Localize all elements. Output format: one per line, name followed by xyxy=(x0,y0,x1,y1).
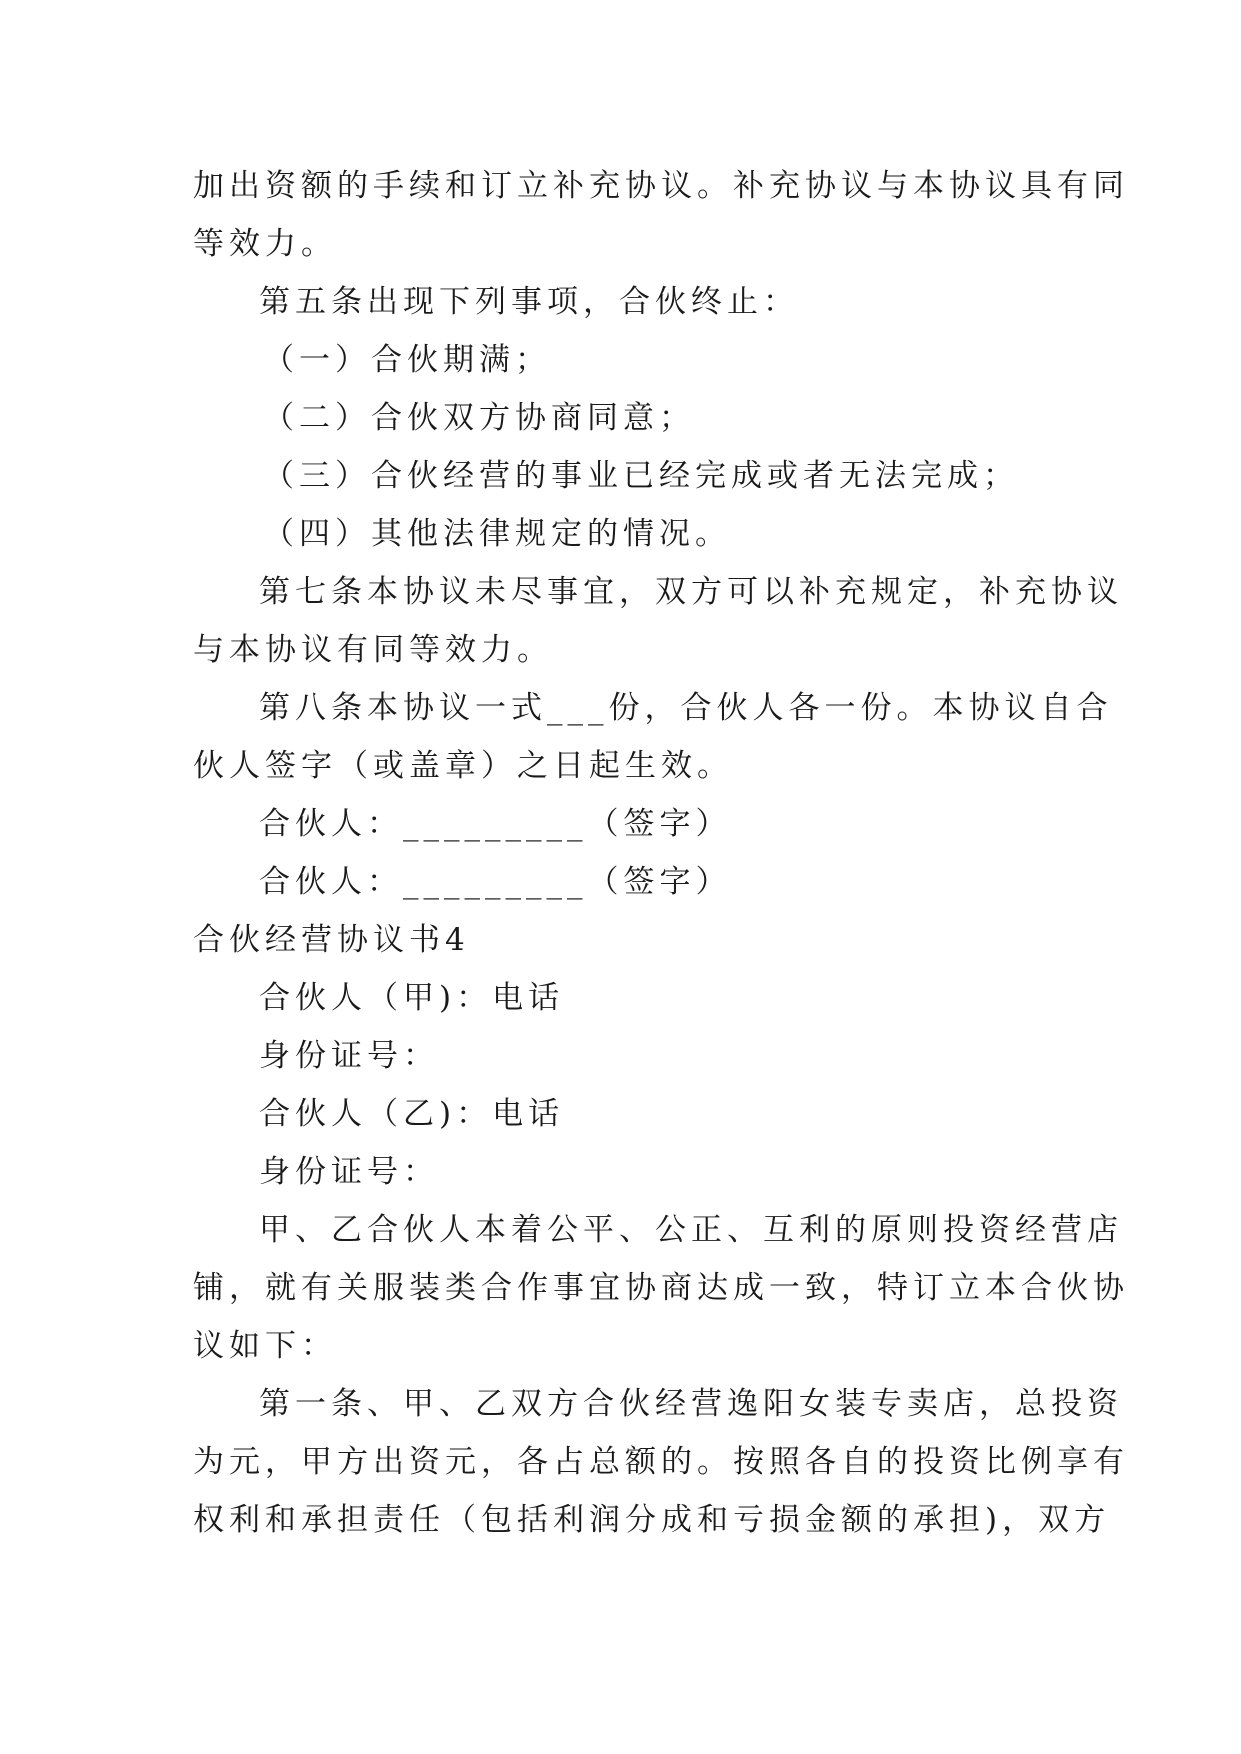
clause-heading: 第七条本协议未尽事宜，双方可以补充规定，补充协议 xyxy=(259,574,1123,610)
text-line: 加出资额的手续和订立补充协议。补充协议与本协议具有同 xyxy=(193,168,1129,204)
party-field: 合伙人（甲)：电话 xyxy=(259,980,565,1016)
party-field: 合伙人（乙)：电话 xyxy=(259,1096,565,1132)
clause-heading: 第五条出现下列事项，合伙终止： xyxy=(259,284,799,320)
list-item: （二）合伙双方协商同意； xyxy=(263,400,695,436)
clause-heading: 第一条、甲、乙双方合伙经营逸阳女装专卖店，总投资 xyxy=(259,1386,1123,1422)
text-line: 权利和承担责任（包括利润分成和亏损金额的承担)，双方 xyxy=(193,1502,1111,1538)
list-item: （四）其他法律规定的情况。 xyxy=(263,516,731,552)
text-line: 与本协议有同等效力。 xyxy=(193,632,553,668)
text-line: 等效力。 xyxy=(193,226,337,262)
text-line: 甲、乙合伙人本着公平、公正、互利的原则投资经营店 xyxy=(259,1212,1123,1248)
text-line: 铺，就有关服装类合作事宜协商达成一致，特订立本合伙协 xyxy=(193,1270,1129,1306)
signature-line: 合伙人：_________（签字） xyxy=(259,864,732,900)
text-line: 为元，甲方出资元，各占总额的。按照各自的投资比例享有 xyxy=(193,1444,1129,1480)
clause-heading: 第八条本协议一式___份，合伙人各一份。本协议自合 xyxy=(259,690,1113,726)
list-item: （三）合伙经营的事业已经完成或者无法完成； xyxy=(263,458,1019,494)
document-body xyxy=(193,157,1129,1549)
party-field: 身份证号： xyxy=(259,1154,439,1190)
signature-line: 合伙人：_________（签字） xyxy=(259,806,732,842)
section-title: 合伙经营协议书4 xyxy=(193,922,470,958)
text-line: 议如下： xyxy=(193,1328,337,1364)
list-item: （一）合伙期满； xyxy=(263,342,551,378)
text-line: 伙人签字（或盖章）之日起生效。 xyxy=(193,748,733,784)
party-field: 身份证号： xyxy=(259,1038,439,1074)
